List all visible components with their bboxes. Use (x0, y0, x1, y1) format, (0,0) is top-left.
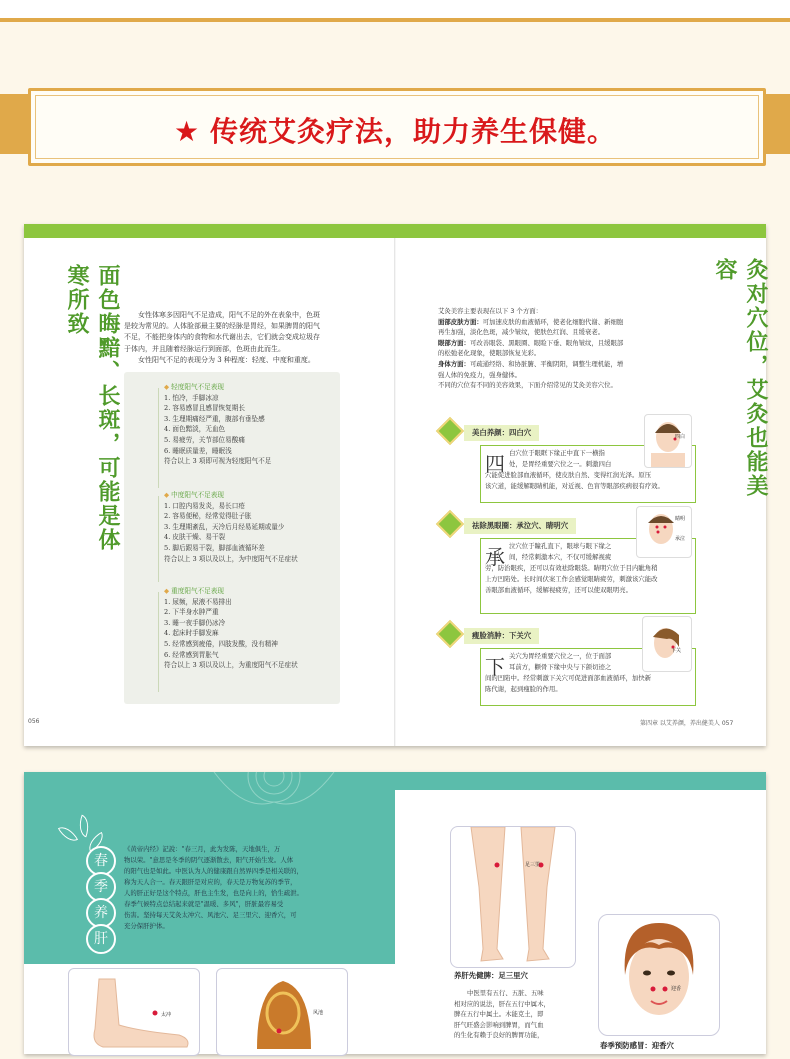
right-page-intro (438, 306, 698, 391)
face-icon (645, 415, 691, 467)
intro-line (438, 338, 698, 349)
text-line: 中医里有五行、五脏、五味 (467, 989, 544, 997)
section-heading-sibai (440, 425, 640, 441)
legs-illustration (450, 826, 576, 968)
section-line: 关穴为胃经重要穴位之一，位于面部 (509, 652, 612, 660)
book-gutter (394, 238, 396, 746)
season-char: 季 (86, 872, 116, 902)
diamond-icon (436, 510, 464, 538)
face-illustration-yingxiang (598, 914, 720, 1036)
text-line: 脾在五行中属土。木能克土，即 (454, 1010, 544, 1019)
acupoint-label: 迎香 (671, 986, 682, 992)
list-item: 1. 怕冷，手脚冰凉 (164, 393, 219, 402)
acupoint-label: 睛明 (675, 516, 686, 522)
diamond-icon (436, 417, 464, 445)
diamond-icon (436, 620, 464, 648)
section-title: 美白养颜：四白穴 (464, 425, 539, 441)
face-illustration-xiaguan (642, 616, 692, 672)
right-page-top-bar (395, 772, 766, 790)
face-icon (599, 915, 719, 1035)
list-item: 符合以上 3 项以及以上，为重度阳气不足症状 (164, 661, 298, 670)
drop-cap: 下 (485, 655, 505, 679)
acupoint-label: 风池 (313, 1010, 324, 1016)
season-char: 养 (86, 898, 116, 928)
quote-line: 充分保肝护体。 (124, 922, 169, 930)
list-item: 3. 生理期痛经严重，腹部有垂坠感 (164, 414, 265, 423)
list-item: 4. 起床时手脚发麻 (164, 629, 219, 638)
section-line: 该穴道，能缓解眼睛机能，对近视、色盲等眼部疾病很有疗效。 (485, 482, 664, 490)
acupoint-label: 下关 (671, 648, 682, 654)
intro-text: 不同的穴位有不同的美容效果，下面介绍常见的艾灸美容穴位。 (438, 381, 617, 390)
right-page-vertical-title: 灸对穴位，艾灸也能美容 (712, 258, 769, 498)
list-item: 6. 经常感到胃胀气 (164, 650, 219, 659)
section-line: 上方凹陷处。长时间伏案工作会感觉眼睛疲劳，刺激该穴能改 (485, 575, 658, 583)
face-illustration-sibai (644, 414, 692, 468)
section-title: 瘦脸消肿：下关穴 (464, 628, 539, 644)
drop-cap: 承 (485, 545, 505, 569)
intro-label: 眼部方面： (438, 338, 470, 347)
list-item: 1. 口腔内易发炎，易长口疮 (164, 501, 245, 510)
list-item: 3. 生理期紊乱，天冷后月经易延期或量少 (164, 522, 285, 531)
list-item: 2. 容易感冒且感冒恢复期长 (164, 404, 245, 413)
face-icon (643, 617, 691, 671)
book-spread-beauty (24, 224, 769, 746)
book-spread-spring (24, 772, 766, 1054)
group-heading: ◆ 中度阳气不足表现 (164, 490, 340, 501)
intro-line (438, 359, 698, 370)
intro-line (438, 370, 698, 381)
list-item: 符合以上 3 项即可视为轻度阳气不足 (164, 457, 272, 466)
season-char: 肝 (86, 924, 116, 954)
left-page-intro (124, 310, 374, 366)
section-title: 祛除黑眼圈：承泣穴、睛明穴 (464, 518, 576, 534)
section-heading-xiaguan (440, 628, 640, 644)
intro-text: 的松弛老化现象，使眼部恢复光彩。 (438, 349, 541, 358)
intro-label: 身体方面： (438, 359, 470, 368)
moderate-symptoms (164, 490, 340, 564)
list-item: 2. 容易便秘，经常觉得肚子胀 (164, 512, 252, 521)
intro-line (438, 306, 698, 317)
quote-line: 的阳气也是如此。中医认为人的健康跟自然界四季是相关联的， (124, 867, 303, 875)
section-heading-chengqi (440, 518, 640, 534)
left-page-vertical-title: 面色晦黯、长斑，可能是体寒所致 (64, 264, 121, 552)
intro-text: 可疏通经络、和协脏腑、平衡阴阳，调整生理机能，增 (469, 359, 624, 368)
left-page-number: 056 (28, 718, 40, 725)
drop-cap: 四 (485, 452, 505, 476)
quote-line: 人的肝正好是这个特点，肝也主生发，也是向上的，恰生疏泄。 (124, 889, 303, 897)
leg-text (454, 988, 580, 1041)
section-line: 处，是胃经重要穴位之一。刺激四白 (509, 460, 612, 468)
text-line: 的生化有赖于良好的脾胃功能， (454, 1031, 544, 1040)
section-line: 穴能促进脸部血液循环，使皮肤自然、变得红润光泽。原压 (485, 471, 652, 479)
section-line: 泣穴位于瞳孔直下，眼球与眼下缘之 (509, 542, 612, 550)
list-item: 5. 易疲劳，关节部位易酸痛 (164, 435, 245, 444)
intro-line: 女性体寒多因阳气不足造成，阳气不足的外在表象中，色斑 (138, 311, 320, 319)
intro-text: 可加速皮肤的血液循环，使老化细胞代谢、新细胞 (482, 317, 624, 326)
group-heading: ◆ 重度阳气不足表现 (164, 586, 340, 597)
legs-icon (451, 827, 575, 967)
list-item: 6. 睡眠质量差，睡眠浅 (164, 446, 232, 455)
acupoint-label: 四白 (675, 434, 686, 440)
list-item: 4. 皮肤干燥、易干裂 (164, 533, 226, 542)
intro-line: 女性阳气不足的表现分为 3 种程度：轻度、中度和重度。 (138, 355, 315, 364)
acupoint-label: 承泣 (675, 536, 686, 542)
intro-line (438, 380, 698, 391)
foot-illustration (68, 968, 200, 1056)
group-heading: ◆ 轻度阳气不足表现 (164, 382, 340, 393)
list-divider (158, 496, 159, 582)
face-caption: 春季预防感冒：迎香穴 (600, 1041, 674, 1050)
star-icon: ★ (173, 115, 201, 148)
left-page-teal-panel (24, 772, 395, 964)
list-item: 4. 面色黯淡，无血色 (164, 425, 226, 434)
intro-line (438, 348, 698, 359)
list-item: 1. 尿频，尿液不易排出 (164, 597, 232, 606)
banner-title (0, 110, 790, 150)
acupoint-label: 足三里 (525, 862, 541, 868)
quote-line: 春季气候特点总结起来就是"温暖、多风"，肝脏最容易受 (124, 900, 284, 908)
intro-line: 不足，不能把身体内的食物和水代谢出去，它们就会变成垃圾存 (124, 333, 320, 342)
list-item: 3. 睡一夜手脚仍冰冷 (164, 618, 226, 627)
head-illustration (216, 968, 348, 1056)
section-line: 陈代谢，起到瘦脸的作用。 (485, 685, 562, 693)
list-item: 符合以上 3 项以及以上，为中度阳气不足症状 (164, 554, 298, 563)
section-banner (0, 80, 790, 170)
intro-text: 再生加强，淡化色斑，减少皱纹，使肤色红润、且缓衰老。 (438, 328, 605, 337)
spring-quote (124, 844, 372, 932)
section-line: 善眼部血液循环，缓解视疲劳，还可以使双眼明亮。 (485, 586, 632, 594)
intro-line: 于体内，并且随着经脉运行到面部，色斑由此而生。 (124, 344, 285, 353)
text-line: 肝气旺盛会影响到脾胃，而气血 (454, 1020, 544, 1029)
list-item: 5. 脚后跟易干裂，脚部血液循环差 (164, 543, 265, 552)
intro-text: 艾灸美容主要表现在以下 3 个方面： (438, 307, 542, 315)
acupoint-label: 太冲 (161, 1012, 172, 1018)
intro-line (438, 327, 698, 338)
banner-title-text: 传统艾灸疗法，助力养生保健。 (210, 115, 617, 148)
leg-caption: 养肝先健脾：足三里穴 (454, 971, 528, 980)
severe-symptoms (164, 586, 340, 671)
right-page-top-bar (395, 224, 766, 238)
face-illustration-chengqi (636, 506, 692, 558)
intro-line (438, 317, 698, 328)
foot-icon (69, 969, 199, 1055)
quote-line: 伤害。坚持每天艾灸太冲穴、风池穴、足三里穴、迎香穴，可 (124, 911, 297, 919)
left-page-top-bar (24, 224, 395, 238)
season-char: 春 (86, 846, 116, 876)
list-divider (158, 592, 159, 692)
list-item: 5. 经常感到疲倦，四肢发酸，没有精神 (164, 639, 278, 648)
section-line: 间的凹陷中。经常刺激下关穴可促进面部血液循环，加快新 (485, 674, 652, 682)
intro-label: 面部皮肤方面： (438, 317, 483, 326)
section-line: 耳前方，颧骨下缘中央与下颌切迹之 (509, 663, 612, 671)
intro-line: 是较为常见的。人体脸部最主要的经脉是胃经，如果脾胃的阳气 (124, 322, 320, 331)
right-page-number: 第四章 以艾养颜，养出健美人 057 (640, 720, 734, 727)
list-item: 2. 下半身水肿严重 (164, 608, 219, 617)
quote-line: 物以荣。"意思是冬季的阴气逐渐散去，阳气开始生发。人体 (124, 856, 294, 864)
quote-line: 称为天人合一。春天跟肝是对应的，春天是万物复苏的季节， (124, 878, 297, 886)
section-line: 劳，防治眼疾，还可以有效祛除眼袋。睛明穴位于目内眦角稍 (485, 564, 658, 572)
section-line: 白穴位于眼眶下缘正中直下一横指 (509, 449, 605, 457)
list-divider (158, 388, 159, 488)
section-line: 间，经常刺激本穴，不仅可缓解视疲 (509, 553, 612, 561)
head-back-icon (217, 969, 347, 1055)
intro-text: 强人体的免疫力，强身健体。 (438, 370, 522, 379)
intro-text: 可改善眼袋、黑眼圈、眼睑下垂、眼角皱纹，且缓眼部 (469, 338, 624, 347)
quote-line: 《黄帝内经》記說："春三月，此为发陈，天地俱生，万 (124, 845, 281, 853)
top-page-edge (0, 0, 790, 22)
text-line: 相对应的说法，肝在五行中属木， (454, 999, 550, 1008)
mild-symptoms (164, 382, 340, 467)
